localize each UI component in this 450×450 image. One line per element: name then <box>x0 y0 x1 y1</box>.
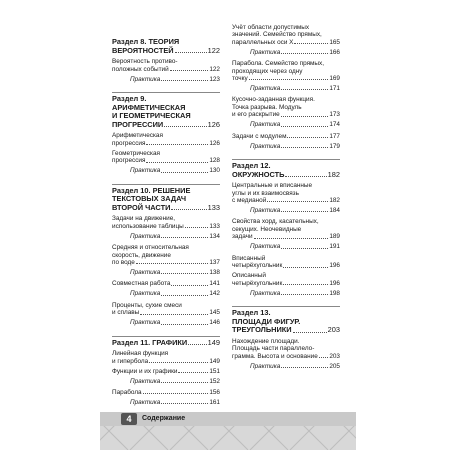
page-number: 141 <box>209 280 220 288</box>
section-title-last-line <box>112 47 220 56</box>
toc-entry[interactable] <box>232 133 340 140</box>
page-number: 138 <box>209 269 220 276</box>
dot-leader <box>161 382 208 383</box>
practice-entry[interactable] <box>232 49 340 56</box>
toc-entry[interactable] <box>112 215 220 230</box>
entry-line: углы и их взаимосвязь <box>232 189 299 197</box>
entry-line: прогрессия <box>112 157 146 165</box>
toc-entry[interactable] <box>232 182 340 204</box>
page-number: 171 <box>329 85 340 93</box>
page-number: 122 <box>207 45 220 55</box>
entry-line: положных событий <box>112 65 169 73</box>
practice-label: Практика <box>250 207 281 215</box>
page-number: 196 <box>329 262 340 270</box>
toc-entry[interactable] <box>232 338 340 360</box>
page-number: 133 <box>207 202 220 212</box>
practice-label: Практика <box>130 377 161 385</box>
practice-label: Практика <box>130 399 161 407</box>
practice-label: Практика <box>250 48 281 56</box>
page-number: 198 <box>329 289 340 297</box>
entry-line: точку <box>232 75 248 83</box>
entry-last-line <box>232 111 340 118</box>
entry-last-line <box>232 262 340 269</box>
toc-column-left <box>112 38 220 418</box>
page-number: 184 <box>329 207 340 215</box>
toc-entry[interactable] <box>112 350 220 365</box>
page-number: 134 <box>209 232 220 240</box>
entry-last-line <box>112 157 220 164</box>
dot-leader <box>188 344 206 345</box>
page-number: 173 <box>329 111 340 119</box>
dot-leader <box>161 80 208 81</box>
entry-line: Задачи на движение, <box>112 215 176 223</box>
page-number: 137 <box>209 259 220 266</box>
page-number: 142 <box>209 290 220 298</box>
dot-leader <box>285 176 326 177</box>
entry-line: прогрессия <box>112 139 146 147</box>
dot-leader <box>281 116 329 117</box>
practice-entry[interactable] <box>232 121 340 128</box>
toc-entry[interactable] <box>232 24 340 46</box>
section-title[interactable] <box>112 339 220 348</box>
dot-leader <box>161 403 208 404</box>
entry-last-line <box>112 223 220 230</box>
toc-section <box>232 162 340 303</box>
practice-entry[interactable] <box>232 363 340 370</box>
dot-leader <box>185 227 209 228</box>
entry-line: с медианой <box>232 197 267 205</box>
page-number: 123 <box>209 75 220 83</box>
entry-last-line <box>232 197 340 204</box>
entry-last-line <box>232 133 340 140</box>
page-number: 149 <box>207 337 220 347</box>
section-title-line: Раздел 8. ТЕОРИЯ <box>112 37 180 46</box>
practice-label: Практика <box>130 290 161 298</box>
page-number: 203 <box>327 325 340 335</box>
practice-label: Практика <box>250 362 281 370</box>
entry-line: Свойства хорд, касательных, <box>232 218 319 226</box>
section-title-line: Раздел 13. <box>232 307 271 317</box>
entry-line: Описанный <box>232 272 266 280</box>
toc-entry[interactable] <box>112 244 220 266</box>
entry-line: параллельных оси X <box>232 38 294 46</box>
page-number: 177 <box>329 132 340 140</box>
entry-line: четырёхугольник <box>232 279 283 287</box>
practice-label: Практика <box>250 243 281 251</box>
page-number: 165 <box>329 38 340 46</box>
toc-column-right <box>232 24 340 382</box>
entry-line: Нахождение площади. <box>232 337 300 345</box>
dot-leader <box>281 367 328 368</box>
entry-line: Задачи с модулем <box>232 132 287 140</box>
practice-label: Практика <box>250 85 281 93</box>
section-title-last-line <box>232 171 340 180</box>
section-title-line: Раздел 11. ГРАФИКИ <box>112 337 188 347</box>
entry-line: Геометрическая <box>112 149 160 157</box>
dot-leader <box>136 263 209 264</box>
page-number: 179 <box>329 142 340 150</box>
practice-label: Практика <box>250 289 281 297</box>
dot-leader <box>171 285 208 286</box>
practice-label: Практика <box>130 167 161 175</box>
entry-line: грамма. Высота и основание <box>232 352 318 360</box>
practice-entry[interactable] <box>112 233 220 240</box>
entry-line: Центральные и вписанные <box>232 182 313 190</box>
page-number: 133 <box>209 222 220 230</box>
toc-entry[interactable] <box>232 96 340 118</box>
entry-line: Арифметическая <box>112 132 163 140</box>
dot-leader <box>178 372 208 373</box>
section-title[interactable] <box>112 95 220 129</box>
practice-label: Практика <box>250 121 281 129</box>
entry-last-line <box>112 140 220 147</box>
dot-leader <box>283 267 328 268</box>
entry-line: и гипербола <box>112 357 149 365</box>
dot-leader <box>146 144 208 145</box>
page-number: 169 <box>329 75 340 83</box>
section-title[interactable] <box>232 309 340 335</box>
section-title-last-line <box>232 326 340 335</box>
entry-line: задачи <box>232 233 253 241</box>
dot-leader <box>171 209 206 210</box>
toc-entry[interactable] <box>232 272 340 287</box>
dot-leader <box>254 238 329 239</box>
entry-line: и сплавы <box>112 309 140 317</box>
dot-leader <box>143 393 209 394</box>
footer-title: Содержание <box>142 415 186 422</box>
page-number: 205 <box>329 362 340 370</box>
practice-label: Практика <box>130 75 161 83</box>
practice-label: Практика <box>250 142 281 150</box>
toc-entry[interactable] <box>112 389 220 396</box>
entry-line: значений. Семейство прямых, <box>232 31 322 39</box>
dot-leader <box>161 172 208 173</box>
footer-bar <box>100 412 356 426</box>
page-number: 149 <box>209 357 220 365</box>
toc-section <box>112 95 220 181</box>
page-number: 126 <box>207 119 220 129</box>
practice-entry[interactable] <box>112 76 220 83</box>
dot-leader <box>170 70 209 71</box>
section-title-last-line <box>112 204 220 213</box>
dot-leader <box>281 89 328 90</box>
entry-line: Кусочно-заданная функция. <box>232 96 315 104</box>
page-number: 146 <box>209 319 220 327</box>
dot-leader <box>281 53 328 54</box>
toc-entry[interactable] <box>232 255 340 270</box>
section-title-line: ПЛОЩАДИ ФИГУР. <box>232 316 301 326</box>
dot-leader <box>281 147 328 148</box>
dot-leader <box>293 332 327 333</box>
entry-line: Парабола <box>112 389 142 397</box>
practice-entry[interactable] <box>232 143 340 150</box>
toc-entry[interactable] <box>112 280 220 287</box>
toc-entry[interactable] <box>112 368 220 375</box>
entry-last-line <box>112 309 220 316</box>
practice-entry[interactable] <box>232 207 340 214</box>
practice-entry[interactable] <box>112 378 220 385</box>
page-number: 203 <box>329 352 340 360</box>
dot-leader <box>281 211 328 212</box>
page-number: 196 <box>329 279 340 287</box>
section-title-line: И ГЕОМЕТРИЧЕСКАЯ <box>112 111 191 121</box>
page-number: 174 <box>329 121 340 129</box>
section-title-line: АРИФМЕТИЧЕСКАЯ <box>112 102 186 112</box>
practice-label: Практика <box>130 232 161 240</box>
toc-section <box>112 339 220 413</box>
entry-line: использование таблицы <box>112 222 184 230</box>
entry-line: проходящих через одну <box>232 67 303 75</box>
entry-line: Средняя и относительная <box>112 244 189 252</box>
practice-entry[interactable] <box>112 290 220 297</box>
section-title[interactable] <box>232 162 340 179</box>
entry-last-line <box>232 39 340 46</box>
page-number: 182 <box>327 169 340 179</box>
section-title-line: ТРЕУГОЛЬНИКИ <box>232 325 292 335</box>
page-number: 145 <box>209 309 220 317</box>
dot-leader <box>149 362 208 363</box>
entry-line: секущих. Неочевидные <box>232 225 302 233</box>
entry-last-line <box>112 66 220 73</box>
entry-line: Вероятность противо- <box>112 58 178 66</box>
page-number: 130 <box>209 167 220 175</box>
dot-leader <box>294 43 328 44</box>
practice-label: Практика <box>130 319 161 327</box>
page-number: 189 <box>329 233 340 241</box>
toc-section <box>112 187 220 333</box>
entry-line: Линейная функция <box>112 350 169 358</box>
entry-last-line <box>112 368 220 375</box>
toc-entry[interactable] <box>232 218 340 240</box>
page-number-badge: 4 <box>121 413 137 425</box>
entry-line: и его раскрытие <box>232 111 280 119</box>
practice-entry[interactable] <box>112 167 220 174</box>
entry-line: Проценты, сухие смеси <box>112 301 182 309</box>
dot-leader <box>283 284 328 285</box>
dot-leader <box>140 314 208 315</box>
entry-last-line <box>112 389 220 396</box>
section-title-line: Раздел 12. <box>232 161 271 171</box>
dot-leader <box>161 273 208 274</box>
dot-leader <box>267 201 328 202</box>
practice-entry[interactable] <box>232 290 340 297</box>
entry-line: Точка разрыва. Модуль <box>232 103 302 111</box>
dot-leader <box>175 52 207 53</box>
practice-label: Практика <box>130 269 161 276</box>
toc-entry[interactable] <box>112 58 220 73</box>
entry-last-line <box>232 75 340 82</box>
dot-leader <box>161 295 208 296</box>
toc-entry[interactable] <box>112 302 220 317</box>
entry-line: Вписанный <box>232 254 266 262</box>
practice-entry[interactable] <box>112 399 220 406</box>
dot-leader <box>161 237 208 238</box>
practice-entry[interactable] <box>112 319 220 326</box>
toc-entry[interactable] <box>232 60 340 82</box>
toc-section <box>232 309 340 376</box>
dot-leader <box>281 248 328 249</box>
entry-last-line <box>232 233 340 240</box>
toc-entry[interactable] <box>112 132 220 147</box>
page-number: 152 <box>209 377 220 385</box>
entry-last-line <box>112 358 220 365</box>
practice-entry[interactable] <box>232 85 340 92</box>
page-number: 191 <box>329 243 340 251</box>
dot-leader <box>281 126 328 127</box>
section-title-line: ОКРУЖНОСТЬ <box>232 169 285 179</box>
section-title-line: ВТОРОЙ ЧАСТИ <box>112 202 171 212</box>
section-title-line: Раздел 10. РЕШЕНИЕ <box>112 185 191 195</box>
entry-line: Учёт области допустимых <box>232 24 310 31</box>
page-number: 166 <box>329 48 340 56</box>
entry-line: скорость, движение <box>112 251 171 259</box>
entry-line: Функции и их графики <box>112 367 178 375</box>
section-title-line: ВЕРОЯТНОСТЕЙ <box>112 45 174 55</box>
entry-line: Площадь части параллело- <box>232 345 315 353</box>
dot-leader <box>146 162 208 163</box>
section-title-last-line <box>112 121 220 130</box>
entry-line: Совместная работа <box>112 280 171 288</box>
page-number: 156 <box>209 389 220 397</box>
dot-leader <box>281 294 328 295</box>
section-title-line: ПРОГРЕССИИ <box>112 119 164 129</box>
entry-last-line <box>112 280 220 287</box>
entry-line: четырёхугольник <box>232 262 283 270</box>
section-title[interactable] <box>112 187 220 213</box>
page-number: 122 <box>209 65 220 73</box>
dot-leader <box>164 126 206 127</box>
entry-line: по воде <box>112 259 135 266</box>
toc-section <box>232 24 340 156</box>
section-title-line: ТЕКСТОВЫХ ЗАДАЧ <box>112 194 187 204</box>
entry-line: Парабола. Семейство прямых, <box>232 60 324 68</box>
page-number: 126 <box>209 139 220 147</box>
page-number: 128 <box>209 157 220 165</box>
toc-entry[interactable] <box>112 150 220 165</box>
section-title-last-line <box>112 339 220 348</box>
toc-section <box>112 38 220 89</box>
dot-leader <box>161 324 208 325</box>
page-number: 161 <box>209 399 220 407</box>
dot-leader <box>249 79 329 80</box>
page-number: 182 <box>329 197 340 205</box>
dot-leader <box>319 357 329 358</box>
section-title-line: Раздел 9. <box>112 94 147 103</box>
entry-last-line <box>232 353 340 360</box>
entry-last-line <box>112 259 220 266</box>
page-number: 151 <box>209 367 220 375</box>
practice-entry[interactable] <box>232 243 340 250</box>
practice-entry[interactable] <box>112 269 220 276</box>
entry-last-line <box>232 280 340 287</box>
dot-leader <box>287 137 328 138</box>
section-title[interactable] <box>112 38 220 55</box>
